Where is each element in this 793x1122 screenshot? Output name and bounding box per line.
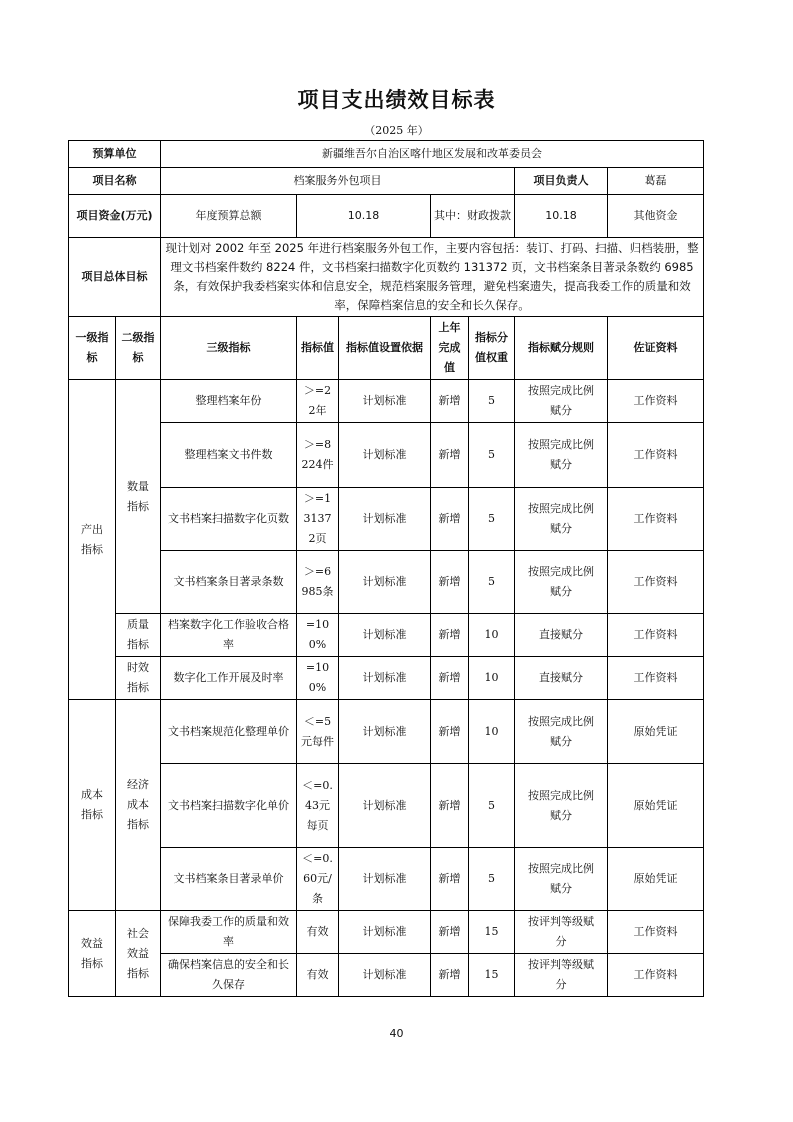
level3-cell: 文书档案条目著录条数 <box>161 551 297 614</box>
col-level1: 一级指标 <box>69 317 116 380</box>
basis-cell: 计划标准 <box>339 423 431 488</box>
last-year-cell: 新增 <box>431 848 469 911</box>
annual-label: 年度预算总额 <box>161 195 297 238</box>
basis-cell: 计划标准 <box>339 848 431 911</box>
goal-row <box>69 238 704 317</box>
rule-cell: 直接赋分 <box>515 657 608 700</box>
last-year-cell: 新增 <box>431 700 469 764</box>
col-level3: 三级指标 <box>161 317 297 380</box>
weight-cell: 5 <box>469 380 515 423</box>
value-cell: 有效 <box>297 911 339 954</box>
evidence-cell: 工作资料 <box>608 614 704 657</box>
basis-cell: 计划标准 <box>339 380 431 423</box>
evidence-cell: 工作资料 <box>608 488 704 551</box>
evidence-cell: 原始凭证 <box>608 848 704 911</box>
evidence-cell: 工作资料 <box>608 380 704 423</box>
level2-cell: 时效指标 <box>116 657 161 700</box>
level3-cell: 档案数字化工作验收合格率 <box>161 614 297 657</box>
level3-cell: 数字化工作开展及时率 <box>161 657 297 700</box>
level1-cell: 效益指标 <box>69 911 116 997</box>
basis-cell: 计划标准 <box>339 657 431 700</box>
level1-cell: 成本指标 <box>69 700 116 911</box>
level3-cell: 保障我委工作的质量和效率 <box>161 911 297 954</box>
last-year-cell: 新增 <box>431 551 469 614</box>
rule-cell: 按评判等级赋分 <box>515 911 608 954</box>
weight-cell: 5 <box>469 764 515 848</box>
weight-cell: 5 <box>469 551 515 614</box>
level3-cell: 文书档案扫描数字化单价 <box>161 764 297 848</box>
last-year-cell: 新增 <box>431 380 469 423</box>
last-year-cell: 新增 <box>431 423 469 488</box>
rule-cell: 按照完成比例赋分 <box>515 423 608 488</box>
table-row <box>69 911 704 954</box>
weight-cell: 10 <box>469 700 515 764</box>
evidence-cell: 工作资料 <box>608 657 704 700</box>
value-cell: ＜=0.43元每页 <box>297 764 339 848</box>
basis-cell: 计划标准 <box>339 911 431 954</box>
col-level2: 二级指标 <box>116 317 161 380</box>
last-year-cell: 新增 <box>431 657 469 700</box>
funds-row <box>69 195 704 238</box>
weight-cell: 15 <box>469 911 515 954</box>
col-last-year: 上年完成值 <box>431 317 469 380</box>
project-row <box>69 168 704 195</box>
basis-cell: 计划标准 <box>339 488 431 551</box>
project-label: 项目名称 <box>69 168 161 195</box>
last-year-cell: 新增 <box>431 954 469 997</box>
weight-cell: 10 <box>469 614 515 657</box>
value-cell: ＜=0.60元/条 <box>297 848 339 911</box>
level3-cell: 整理档案年份 <box>161 380 297 423</box>
unit-label: 预算单位 <box>69 141 161 168</box>
col-weight: 指标分值权重 <box>469 317 515 380</box>
rule-cell: 按照完成比例赋分 <box>515 488 608 551</box>
evidence-cell: 原始凭证 <box>608 700 704 764</box>
value-cell: ＜=5元每件 <box>297 700 339 764</box>
other-label-text: 其他资金 <box>633 209 678 222</box>
level2-cell: 数量指标 <box>116 380 161 614</box>
last-year-cell: 新增 <box>431 488 469 551</box>
level3-cell: 文书档案规范化整理单价 <box>161 700 297 764</box>
evidence-cell: 工作资料 <box>608 954 704 997</box>
weight-cell: 5 <box>469 423 515 488</box>
value-cell: =100% <box>297 614 339 657</box>
level3-cell: 整理档案文书件数 <box>161 423 297 488</box>
fiscal-label: 其中：财政拨款 <box>431 195 515 238</box>
level2-cell: 经济成本指标 <box>116 700 161 911</box>
weight-cell: 5 <box>469 848 515 911</box>
rule-cell: 按照完成比例赋分 <box>515 848 608 911</box>
col-value: 指标值 <box>297 317 339 380</box>
table-row <box>69 764 704 848</box>
value-cell: ＞=131372页 <box>297 488 339 551</box>
annual-value: 10.18 <box>297 195 431 238</box>
performance-table <box>68 140 704 997</box>
level3-cell: 确保档案信息的安全和长久保存 <box>161 954 297 997</box>
table-body <box>69 141 704 997</box>
basis-cell: 计划标准 <box>339 954 431 997</box>
rule-cell: 按照完成比例赋分 <box>515 700 608 764</box>
rule-cell: 直接赋分 <box>515 614 608 657</box>
rule-cell: 按评判等级赋分 <box>515 954 608 997</box>
basis-cell: 计划标准 <box>339 764 431 848</box>
table-row <box>69 700 704 764</box>
evidence-cell: 原始凭证 <box>608 764 704 848</box>
basis-cell: 计划标准 <box>339 700 431 764</box>
table-row <box>69 848 704 911</box>
level2-cell: 社会效益指标 <box>116 911 161 997</box>
rule-cell: 按照完成比例赋分 <box>515 764 608 848</box>
evidence-cell: 工作资料 <box>608 551 704 614</box>
column-header-row <box>69 317 704 380</box>
level3-cell: 文书档案条目著录单价 <box>161 848 297 911</box>
table-row <box>69 488 704 551</box>
col-basis: 指标值设置依据 <box>339 317 431 380</box>
last-year-cell: 新增 <box>431 911 469 954</box>
weight-cell: 15 <box>469 954 515 997</box>
weight-cell: 10 <box>469 657 515 700</box>
value-cell: ＞=22年 <box>297 380 339 423</box>
manager-label: 项目负责人 <box>515 168 608 195</box>
last-year-cell: 新增 <box>431 614 469 657</box>
weight-cell: 5 <box>469 488 515 551</box>
value-cell: ＞=8224件 <box>297 423 339 488</box>
basis-cell: 计划标准 <box>339 551 431 614</box>
level1-cell: 产出指标 <box>69 380 116 700</box>
page-number: 40 <box>389 1027 404 1040</box>
goal-value: 现计划对 2002 年至 2025 年进行档案服务外包工作，主要内容包括：装订、打码、扫描、归档装册，整理文书档案件数约 8224 件，文书档案扫描数字化页数约 131372 页，文书档案条目著录条数约 6985 条，有效保护我委档案实体和信息安全，规范档案服务管理，避免档案遗失，提高我委工作的质量和效率，保障档案信息的安全和长久保存。 <box>161 238 704 317</box>
goal-label: 项目总体目标 <box>69 238 161 317</box>
basis-cell: 计划标准 <box>339 614 431 657</box>
table-row <box>69 551 704 614</box>
level3-cell: 文书档案扫描数字化页数 <box>161 488 297 551</box>
other-label <box>608 195 704 238</box>
funds-label: 项目资金(万元) <box>69 195 161 238</box>
unit-value: 新疆维吾尔自治区喀什地区发展和改革委员会 <box>161 141 704 168</box>
table-row <box>69 380 704 423</box>
rule-cell: 按照完成比例赋分 <box>515 380 608 423</box>
value-cell: ＞=6985条 <box>297 551 339 614</box>
rule-cell: 按照完成比例赋分 <box>515 551 608 614</box>
value-cell: =100% <box>297 657 339 700</box>
manager-value: 葛磊 <box>608 168 704 195</box>
table-row <box>69 614 704 657</box>
table-row <box>69 657 704 700</box>
last-year-cell: 新增 <box>431 764 469 848</box>
page-title: 项目支出绩效目标表 <box>297 88 496 112</box>
col-evidence: 佐证资料 <box>608 317 704 380</box>
evidence-cell: 工作资料 <box>608 423 704 488</box>
evidence-cell: 工作资料 <box>608 911 704 954</box>
fiscal-value: 10.18 <box>515 195 608 238</box>
value-cell: 有效 <box>297 954 339 997</box>
level2-cell: 质量指标 <box>116 614 161 657</box>
unit-row <box>69 141 704 168</box>
table-row <box>69 423 704 488</box>
col-rule: 指标赋分规则 <box>515 317 608 380</box>
table-row <box>69 954 704 997</box>
year-label: （2025 年） <box>364 124 429 137</box>
project-value: 档案服务外包项目 <box>161 168 515 195</box>
